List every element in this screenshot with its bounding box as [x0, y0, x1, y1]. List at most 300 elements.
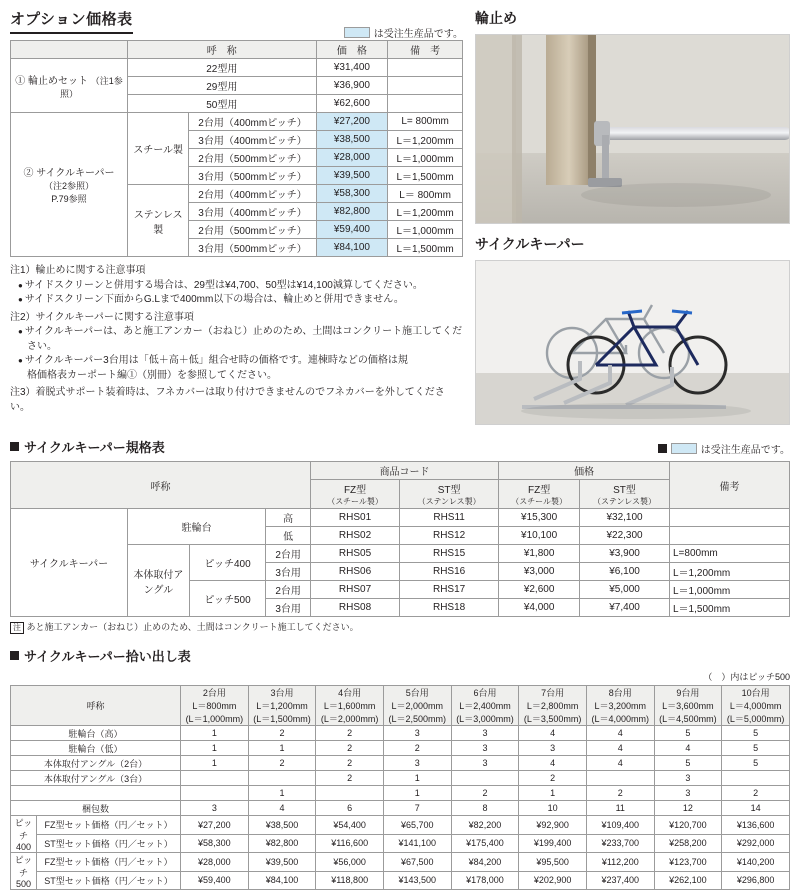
- spec-st-price-0: ¥32,100: [580, 509, 670, 527]
- cyclekeeper-photo-illustration: [476, 261, 790, 425]
- pick-price-cell: ¥262,100: [654, 871, 722, 890]
- pick-col-7-l2: (L＝4,500mm): [659, 714, 717, 724]
- pick-col-5: [519, 686, 587, 726]
- row-name: 22型用: [127, 59, 316, 77]
- spec-fz-code-2: RHS05: [311, 545, 400, 563]
- spec-header-row: [10, 437, 790, 461]
- row-note: L＝1,000mm: [388, 149, 463, 167]
- pick-col-3-l1: L＝2,000mm: [391, 701, 444, 711]
- pick-cell: [722, 771, 790, 786]
- pick-col-5-l1: L＝2,800mm: [526, 701, 579, 711]
- pick-col-8-l1: L＝4,000mm: [729, 701, 782, 711]
- pick-col-6-title: 8台用: [608, 688, 632, 698]
- note1-bullet2: ● サイドスクリーン下面からG.Lまで400mm以下の場合は、輪止めと併用できません。: [18, 293, 463, 308]
- pick-cell: 3: [654, 771, 722, 786]
- pick-price-cell: ¥178,000: [451, 871, 519, 890]
- row-note: [388, 77, 463, 95]
- row-name: 50型用: [127, 95, 316, 113]
- spec-note-2: L=800mm: [670, 545, 790, 563]
- spec-sub-code-st-2: （ステンレス製）: [417, 497, 481, 506]
- spec-fz-code-1: RHS02: [311, 527, 400, 545]
- table-row: [11, 771, 790, 786]
- pick-price-cell: ¥141,100: [383, 834, 451, 853]
- table-row: [11, 801, 790, 816]
- pick-price-cell: ¥59,400: [181, 871, 249, 890]
- pick-price-cell: ¥120,700: [654, 816, 722, 835]
- spec-fz-code-5: RHS08: [311, 599, 400, 617]
- pick-price-cell: ¥54,400: [316, 816, 384, 835]
- pick-title: [10, 646, 790, 665]
- pick-pitch-400: ピッチ400: [11, 816, 37, 853]
- pick-header-row: [11, 686, 790, 726]
- pick-cell: 2: [316, 726, 384, 741]
- spec-note-4: L＝1,000mm: [670, 581, 790, 599]
- row-name: 3台用（400mmピッチ）: [189, 131, 316, 149]
- pick-price-cell: ¥116,600: [316, 834, 384, 853]
- note2-bullet2: ● サイクルキーパー3台用は「低＋高＋低」組合せ時の価格です。連棟時などの価格は規: [18, 354, 463, 369]
- row-price: ¥39,500: [316, 167, 388, 185]
- spec-footnote: [10, 620, 790, 634]
- pick-cell: [181, 771, 249, 786]
- row-price: ¥62,600: [316, 95, 388, 113]
- pick-cell: 1: [181, 726, 249, 741]
- pick-cell: 14: [722, 801, 790, 816]
- pick-cell: 3: [451, 741, 519, 756]
- pick-cell: 5: [722, 726, 790, 741]
- pick-price-cell: ¥109,400: [586, 816, 654, 835]
- table-row: [11, 871, 790, 890]
- pick-cell: [451, 771, 519, 786]
- spec-st-code-3: RHS16: [400, 563, 499, 581]
- pick-cell: 1: [248, 741, 316, 756]
- spec-g3-3: 3台用: [266, 563, 311, 581]
- pick-col-7-l1: L＝3,600mm: [662, 701, 714, 711]
- table-row: [11, 59, 463, 77]
- pick-col-1-title: 3台用: [270, 688, 294, 698]
- row-name: 2台用（400mmピッチ）: [189, 185, 316, 203]
- pick-col-4-l2: (L＝3,000mm): [456, 714, 514, 724]
- row-note: [388, 59, 463, 77]
- row-name: 2台用（400mmピッチ）: [189, 113, 316, 131]
- photo-title-cyclekeeper: サイクルキーパー: [475, 236, 585, 252]
- pick-col-1: [248, 686, 316, 726]
- pick-cell: 3: [181, 801, 249, 816]
- pick-cell: 2: [248, 756, 316, 771]
- pick-cell: 3: [383, 756, 451, 771]
- pick-cell: 1: [383, 786, 451, 801]
- note1-bullet1: ● サイドスクリーンと併用する場合は、29型は¥4,700、50型は¥14,100減算してください。: [18, 279, 463, 294]
- pick-cell: 2: [383, 741, 451, 756]
- spec-fz-price-3: ¥3,000: [499, 563, 580, 581]
- pick-price-cell: ¥199,400: [519, 834, 587, 853]
- header-note: 備 考: [388, 41, 463, 59]
- spec-row-label: サイクルキーパー: [11, 509, 128, 617]
- spec-st-code-0: RHS11: [400, 509, 499, 527]
- spec-g2-4: ピッチ500: [189, 581, 266, 617]
- spec-note-0: [670, 509, 790, 527]
- pick-cell: 5: [654, 726, 722, 741]
- spec-fz-price-0: ¥15,300: [499, 509, 580, 527]
- pick-cell: 5: [722, 756, 790, 771]
- spec-note-3: L＝1,200mm: [670, 563, 790, 581]
- spec-st-code-5: RHS18: [400, 599, 499, 617]
- spec-header-name: 呼称: [11, 462, 311, 509]
- spec-sub-code-st-1: ST型: [437, 485, 461, 496]
- pick-section: [10, 646, 790, 890]
- pick-col-0-l2: (L＝1,000mm): [185, 714, 244, 724]
- note3: 注3）着脱式サポート装着時は、フネカバーは取り付けできませんのでフネカバーを外してください。: [10, 387, 445, 413]
- option-header-row: [10, 8, 463, 40]
- pick-col-2-title: 4台用: [338, 688, 362, 698]
- spec-fz-price-5: ¥4,000: [499, 599, 580, 617]
- photo-cyclekeeper: [475, 260, 790, 425]
- header-name: 呼 称: [127, 41, 316, 59]
- spec-title-text: サイクルキーパー規格表: [24, 440, 165, 455]
- pick-cell: [181, 786, 249, 801]
- pick-cell: 3: [654, 786, 722, 801]
- pick-cell: 8: [451, 801, 519, 816]
- material-steel: スチール製: [127, 113, 189, 185]
- option-price-table: [10, 40, 463, 257]
- pick-price-cell: ¥112,200: [586, 853, 654, 872]
- pick-cell: 12: [654, 801, 722, 816]
- spec-header-code: 商品コード: [311, 462, 499, 480]
- pick-col-0: [181, 686, 249, 726]
- spec-sub-price-st-2: （ステンレス製）: [593, 497, 657, 506]
- pick-col-2-l1: L＝1,600mm: [323, 701, 376, 711]
- row-price: ¥27,200: [316, 113, 388, 131]
- square-bullet-icon-3: [10, 651, 19, 660]
- table-row: [11, 509, 790, 527]
- spec-title: [10, 437, 165, 456]
- row-note: L＝1,200mm: [388, 131, 463, 149]
- spec-g3-4: 2台用: [266, 581, 311, 599]
- pick-cell: 2: [316, 741, 384, 756]
- pick-row-label-1: 駐輪台（低）: [11, 741, 181, 756]
- material-stainless: ステンレス製: [127, 185, 189, 257]
- pick-price-cell: ¥84,100: [248, 871, 316, 890]
- row-name: 3台用（500mmピッチ）: [189, 239, 316, 257]
- pick-cell: 2: [451, 786, 519, 801]
- note1-title: 注1）輪止めに関する注意事項: [10, 265, 146, 276]
- table-row: [11, 741, 790, 756]
- pick-col-3-title: 5台用: [405, 688, 429, 698]
- legend-swatch: [344, 27, 370, 38]
- spec-st-price-3: ¥6,100: [580, 563, 670, 581]
- pick-cell: 1: [181, 756, 249, 771]
- photo-title-wadome: 輪止め: [475, 10, 517, 26]
- pick-price-cell: ¥123,700: [654, 853, 722, 872]
- pick-price-cell: ¥202,900: [519, 871, 587, 890]
- pick-col-4: [451, 686, 519, 726]
- notes-block: [10, 264, 463, 415]
- group-label-text: ① 輪止めセット: [15, 75, 88, 87]
- spec-footnote-badge: 注: [10, 622, 24, 634]
- pick-price-cell: ¥27,200: [181, 816, 249, 835]
- pick-col-3-l2: (L＝2,500mm): [388, 714, 447, 724]
- square-bullet-icon: [10, 442, 19, 451]
- pick-cell: [586, 771, 654, 786]
- pick-row-label-5: 梱包数: [11, 801, 181, 816]
- row-price: ¥28,000: [316, 149, 388, 167]
- table-row: [11, 113, 463, 131]
- spec-fz-price-4: ¥2,600: [499, 581, 580, 599]
- spec-fz-price-2: ¥1,800: [499, 545, 580, 563]
- spec-sub-code-fz-1: FZ型: [343, 485, 367, 496]
- row-note: L＝1,500mm: [388, 167, 463, 185]
- spec-legend: [658, 441, 790, 456]
- pick-price-cell: ¥56,000: [316, 853, 384, 872]
- pick-row-label-0: 駐輪台（高）: [11, 726, 181, 741]
- pick-cell: 4: [586, 741, 654, 756]
- row-note: L= 800mm: [388, 113, 463, 131]
- row-price: ¥38,500: [316, 131, 388, 149]
- row-price: ¥31,400: [316, 59, 388, 77]
- pick-row-label-3: 本体取付アングル（3台）: [11, 771, 181, 786]
- note2-bullet2-cont: 格価格表カーポート編①（別冊）を参照してください。: [27, 369, 277, 381]
- spec-sub-price-st-1: ST型: [613, 485, 636, 496]
- pick-cell: [248, 771, 316, 786]
- pick-cell: 2: [722, 786, 790, 801]
- spec-sub-code-fz: [311, 480, 400, 509]
- pick-col-0-title: 2台用: [202, 688, 226, 698]
- pick-title-text: サイクルキーパー拾い出し表: [24, 649, 191, 664]
- pick-col-7: [654, 686, 722, 726]
- spec-st-code-1: RHS12: [400, 527, 499, 545]
- spec-header-price: 価格: [499, 462, 670, 480]
- pick-cell: 3: [451, 726, 519, 741]
- pick-cell: 2: [586, 786, 654, 801]
- pick-col-4-title: 6台用: [473, 688, 497, 698]
- pick-pitch-note: （ ）内はピッチ500: [703, 672, 790, 682]
- pick-cell: 4: [586, 756, 654, 771]
- legend-made-to-order: [344, 25, 463, 40]
- wadome-photo-illustration: [476, 35, 790, 224]
- pick-price-cell: ¥58,300: [181, 834, 249, 853]
- row-name: 29型用: [127, 77, 316, 95]
- pick-price-cell: ¥233,700: [586, 834, 654, 853]
- row-note: L＝1,000mm: [388, 221, 463, 239]
- pick-cell: 5: [654, 756, 722, 771]
- spec-header-group: [11, 462, 790, 480]
- pick-col-2: [316, 686, 384, 726]
- pick-col-0-l1: L＝800mm: [192, 701, 237, 711]
- row-name: 2台用（500mmピッチ）: [189, 221, 316, 239]
- row-price: ¥58,300: [316, 185, 388, 203]
- pick-cell: 4: [654, 741, 722, 756]
- table-row: [11, 726, 790, 741]
- spec-section: [10, 437, 790, 634]
- pick-cell: 10: [519, 801, 587, 816]
- note2-title: 注2）サイクルキーパーに関する注意事項: [10, 311, 194, 323]
- table-row: [11, 786, 790, 801]
- pick-cell: 1: [383, 771, 451, 786]
- pick-col-2-l2: (L＝2,000mm): [320, 714, 379, 724]
- pick-price-cell: ¥38,500: [248, 816, 316, 835]
- pick-price-cell: ¥28,000: [181, 853, 249, 872]
- pick-col-7-title: 9台用: [676, 688, 700, 698]
- page-title: オプション価格表: [10, 8, 133, 34]
- pick-col-1-l2: (L＝1,500mm): [253, 714, 311, 724]
- group-label-text: ② サイクルキーパー: [23, 168, 115, 179]
- pick-pitch-500: ピッチ500: [11, 853, 37, 890]
- pick-col-8: [722, 686, 790, 726]
- cyclekeeper-pick-table: [10, 685, 790, 890]
- pick-cell: 6: [316, 801, 384, 816]
- pick-col-6-l2: (L＝4,000mm): [591, 714, 650, 724]
- spec-st-code-4: RHS17: [400, 581, 499, 599]
- pick-price-cell: ¥143,500: [383, 871, 451, 890]
- row-name: 3台用（500mmピッチ）: [189, 167, 316, 185]
- spec-g3-1: 低: [266, 527, 311, 545]
- pick-price-cell: ¥175,400: [451, 834, 519, 853]
- group-label-cyclekeeper: [11, 113, 128, 257]
- row-note: [388, 95, 463, 113]
- pick-price-cell: ¥237,400: [586, 871, 654, 890]
- pick-header-name: 呼称: [11, 686, 181, 726]
- spec-g1-2: 本体取付アングル: [128, 545, 190, 617]
- pick-cell: 1: [248, 786, 316, 801]
- spec-note-1: [670, 527, 790, 545]
- spec-note-5: L＝1,500mm: [670, 599, 790, 617]
- spec-footnote-text: あと施工アンカー（おねじ）止めのため、土間はコンクリート施工してください。: [26, 622, 359, 632]
- pick-price-cell: ¥82,800: [248, 834, 316, 853]
- pick-price-cell: ¥82,200: [451, 816, 519, 835]
- row-price: ¥84,100: [316, 239, 388, 257]
- pick-price-cell: ¥65,700: [383, 816, 451, 835]
- pick-price-cell: ¥136,600: [722, 816, 790, 835]
- pick-cell: [316, 786, 384, 801]
- row-price: ¥82,800: [316, 203, 388, 221]
- row-price: ¥59,400: [316, 221, 388, 239]
- pick-row-label-2: 本体取付アングル（2台）: [11, 756, 181, 771]
- pick-cell: 3: [383, 726, 451, 741]
- pick-col-6: [586, 686, 654, 726]
- spec-st-price-4: ¥5,000: [580, 581, 670, 599]
- spec-g1-0: 駐輪台: [128, 509, 266, 545]
- header-price: 価 格: [316, 41, 388, 59]
- spec-g2-2: ピッチ400: [189, 545, 266, 581]
- pick-price-cell: ¥95,500: [519, 853, 587, 872]
- pick-price-cell: ¥39,500: [248, 853, 316, 872]
- photo-wadome: [475, 34, 790, 224]
- photo-column: [475, 8, 790, 425]
- pick-cell: 1: [181, 741, 249, 756]
- spec-sub-code-st: [400, 480, 499, 509]
- pick-price-cell: ¥84,200: [451, 853, 519, 872]
- pick-col-5-l2: (L＝3,500mm): [523, 714, 582, 724]
- pick-price-cell: ¥140,200: [722, 853, 790, 872]
- row-note: L＝1,500mm: [388, 239, 463, 257]
- row-price: ¥36,900: [316, 77, 388, 95]
- pick-cell: 2: [248, 726, 316, 741]
- pick-price-label-2: FZ型セット価格（円／セット）: [37, 853, 181, 872]
- pick-col-8-title: 10台用: [741, 688, 770, 698]
- pick-price-cell: ¥292,000: [722, 834, 790, 853]
- square-bullet-icon-2: [658, 444, 667, 453]
- pick-col-4-l1: L＝2,400mm: [459, 701, 511, 711]
- pick-cell: 4: [519, 756, 587, 771]
- group-label-sub: （注1参照）: [59, 75, 123, 99]
- table-row: [11, 756, 790, 771]
- spec-sub-code-fz-2: （スチール製）: [327, 497, 383, 506]
- group-label-sub: （注2参照）: [43, 181, 94, 191]
- top-section: [10, 8, 790, 425]
- spec-g3-2: 2台用: [266, 545, 311, 563]
- pick-cell: 4: [248, 801, 316, 816]
- cyclekeeper-spec-table: [10, 461, 790, 617]
- spec-legend-text: は受注生産品です。: [700, 445, 790, 456]
- spec-fz-code-0: RHS01: [311, 509, 400, 527]
- pick-cell: 3: [519, 741, 587, 756]
- spec-header-note: 備考: [670, 462, 790, 509]
- pick-price-cell: ¥118,800: [316, 871, 384, 890]
- pick-cell: 11: [586, 801, 654, 816]
- pick-col-5-title: 7台用: [541, 688, 565, 698]
- pick-cell: 4: [586, 726, 654, 741]
- note2-bullet1: ● サイクルキーパーは、あと施工アンカー（おねじ）止めのため、土間はコンクリート施工してください。: [18, 325, 463, 354]
- spec-sub-price-fz-1: FZ型: [528, 485, 551, 496]
- spec-g3-5: 3台用: [266, 599, 311, 617]
- spec-fz-code-4: RHS07: [311, 581, 400, 599]
- pick-cell: 1: [519, 786, 587, 801]
- pick-price-cell: ¥92,900: [519, 816, 587, 835]
- spec-st-price-1: ¥22,300: [580, 527, 670, 545]
- table-row: [11, 834, 790, 853]
- spec-st-price-2: ¥3,900: [580, 545, 670, 563]
- pick-price-label-3: ST型セット価格（円／セット）: [37, 871, 181, 890]
- pick-cell: 2: [316, 771, 384, 786]
- table-row: [11, 816, 790, 835]
- spec-g3-0: 高: [266, 509, 311, 527]
- pick-col-8-l2: (L＝5,000mm): [726, 714, 785, 724]
- table-header-row: [11, 41, 463, 59]
- group-label-wadome: [11, 59, 128, 113]
- pick-price-cell: ¥296,800: [722, 871, 790, 890]
- spec-sub-price-fz-2: （スチール製）: [511, 497, 567, 506]
- row-note: L＝1,200mm: [388, 203, 463, 221]
- pick-price-label-0: FZ型セット価格（円／セット）: [37, 816, 181, 835]
- pick-cell: 2: [316, 756, 384, 771]
- table-row: [11, 545, 790, 563]
- spec-st-code-2: RHS15: [400, 545, 499, 563]
- pick-cell: 7: [383, 801, 451, 816]
- spec-st-price-5: ¥7,400: [580, 599, 670, 617]
- header-blank: [11, 41, 128, 59]
- row-note: L＝ 800mm: [388, 185, 463, 203]
- option-price-column: [10, 8, 463, 425]
- pick-col-3: [383, 686, 451, 726]
- spec-fz-code-3: RHS06: [311, 563, 400, 581]
- spec-legend-swatch: [671, 443, 697, 454]
- pick-row-label-4: [11, 786, 181, 801]
- pick-col-1-l1: L＝1,200mm: [256, 701, 308, 711]
- spec-sub-price-fz: [499, 480, 580, 509]
- pick-cell: 3: [451, 756, 519, 771]
- spec-sub-price-st: [580, 480, 670, 509]
- pick-col-6-l1: L＝3,200mm: [594, 701, 647, 711]
- pick-cell: 5: [722, 741, 790, 756]
- row-name: 2台用（500mmピッチ）: [189, 149, 316, 167]
- pick-price-cell: ¥67,500: [383, 853, 451, 872]
- pick-price-label-1: ST型セット価格（円／セット）: [37, 834, 181, 853]
- group-label-sub2: P.79参照: [51, 194, 87, 204]
- table-row: [11, 853, 790, 872]
- legend-text: は受注生産品です。: [373, 29, 463, 40]
- pick-cell: 2: [519, 771, 587, 786]
- row-name: 3台用（400mmピッチ）: [189, 203, 316, 221]
- pick-cell: 4: [519, 726, 587, 741]
